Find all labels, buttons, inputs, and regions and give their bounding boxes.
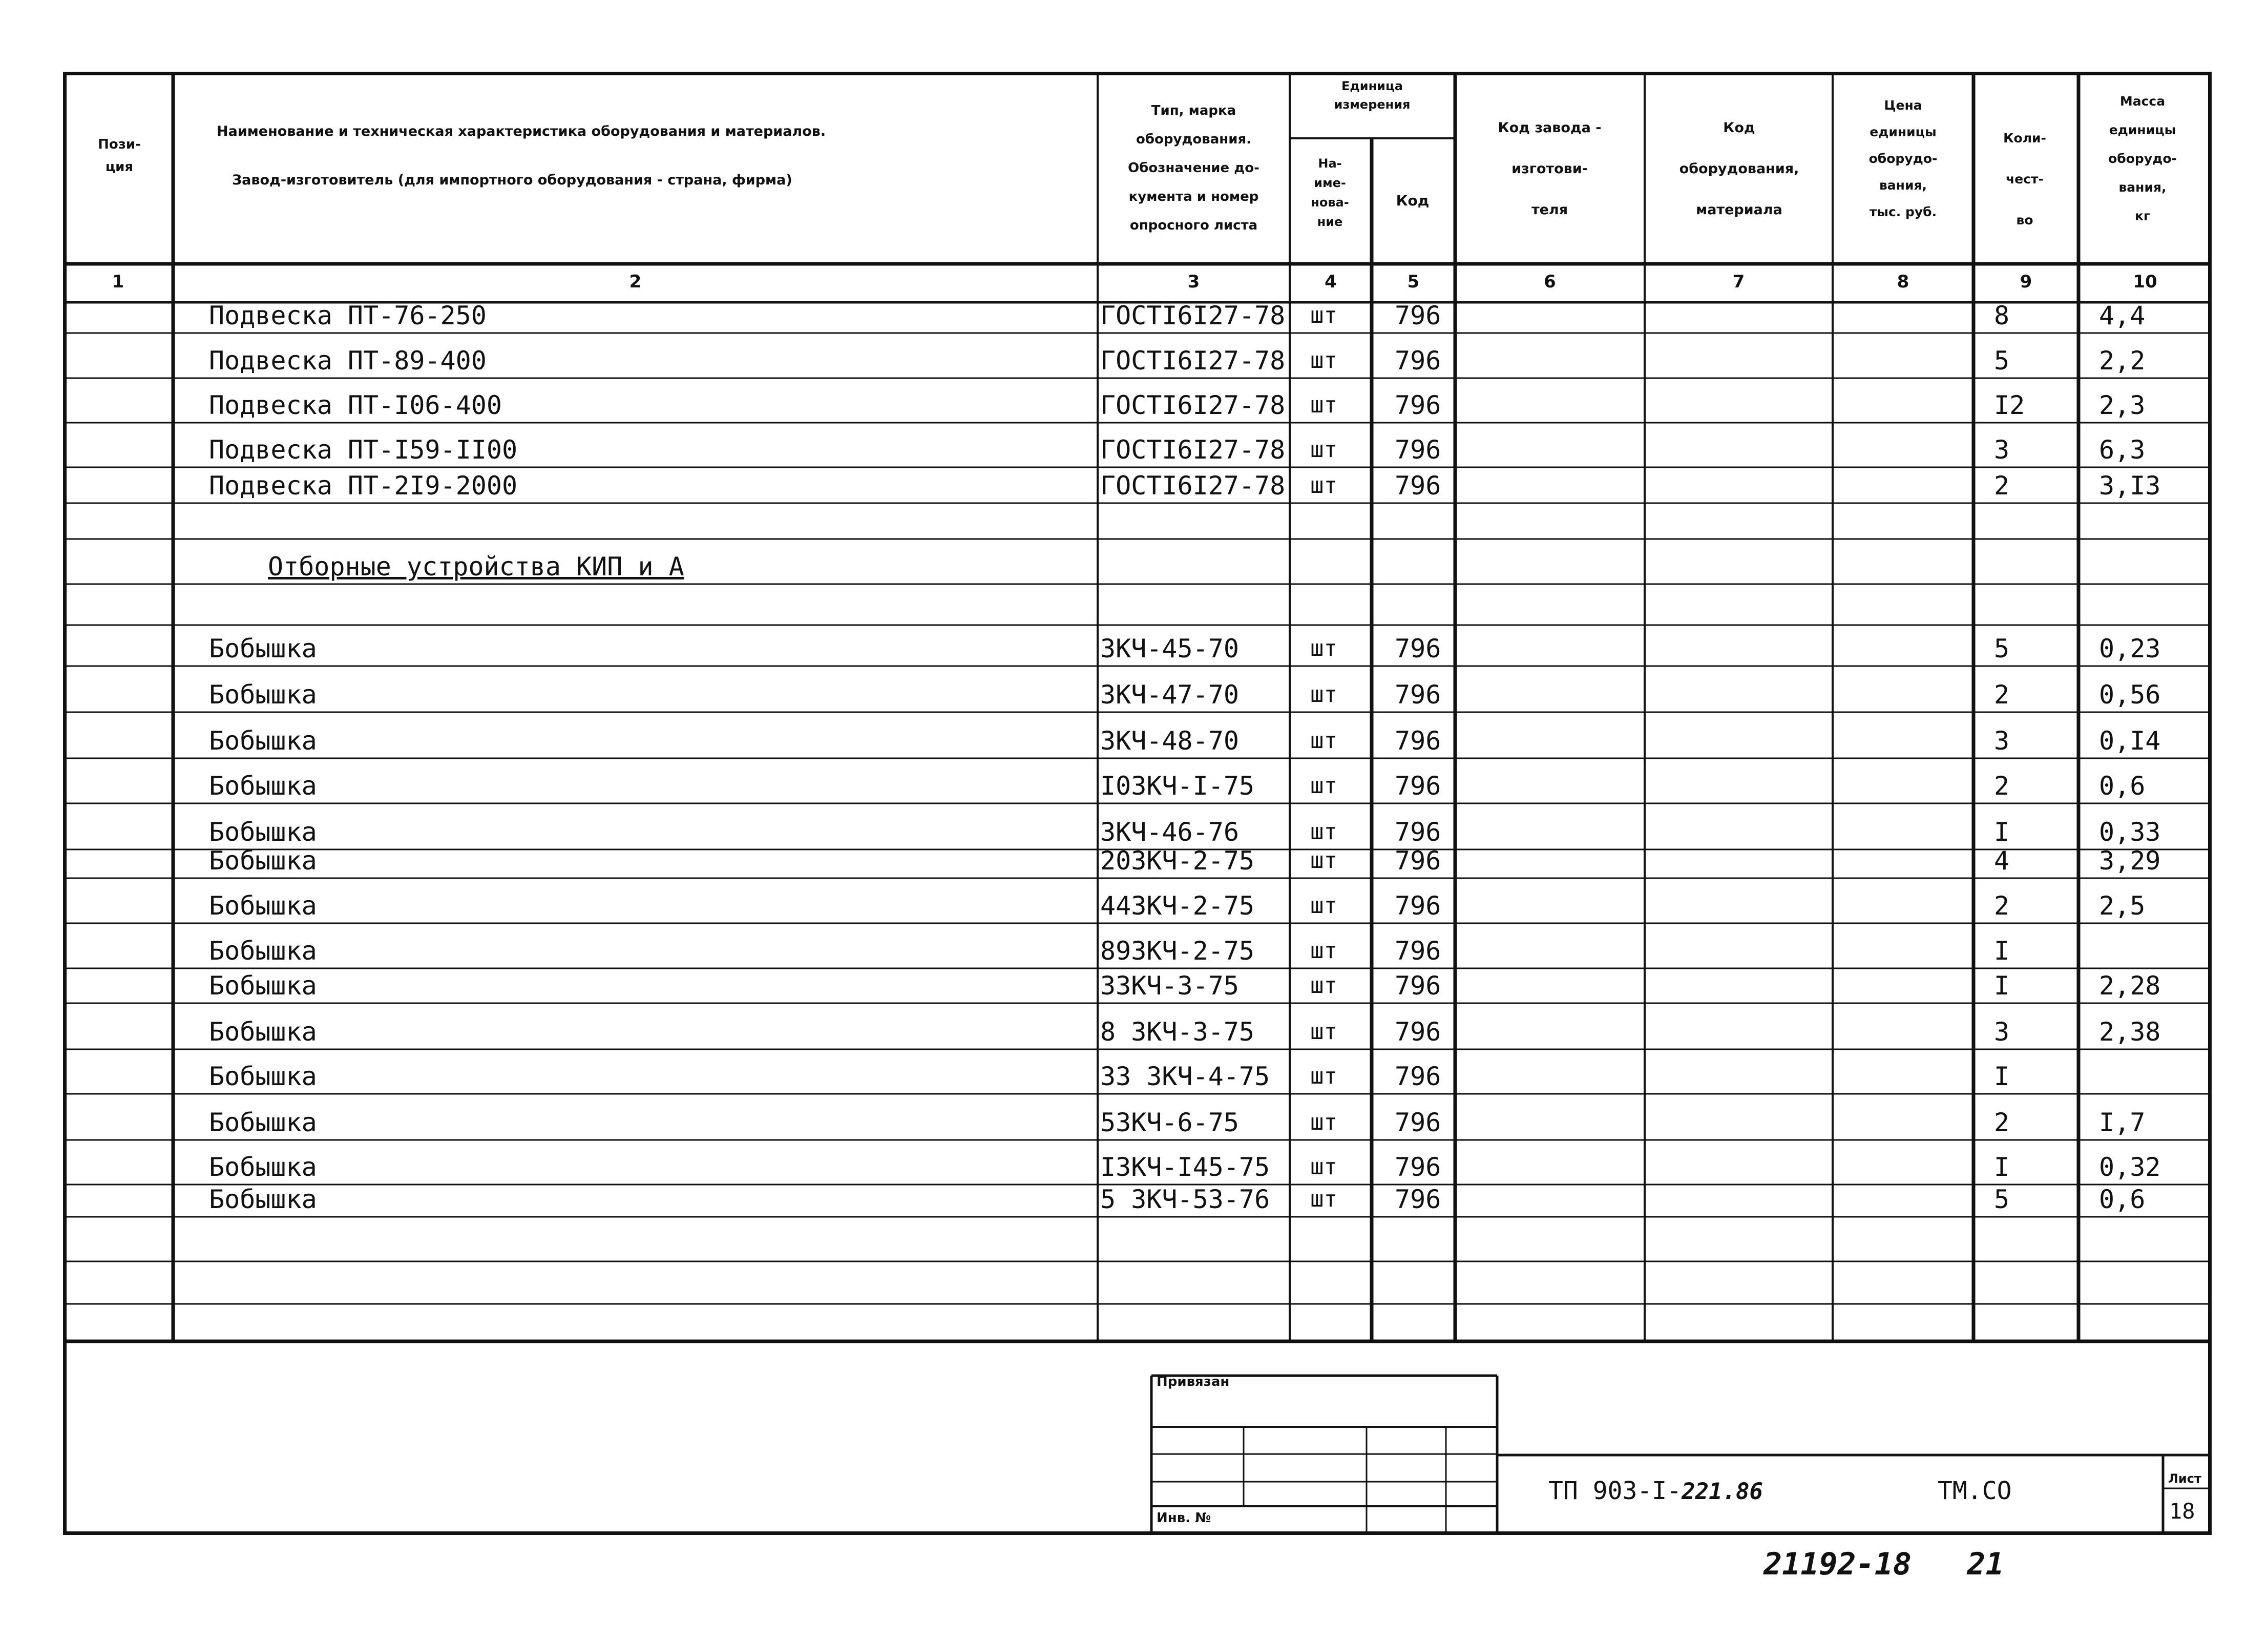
item-document: 5 3КЧ-53-76	[1100, 1185, 1270, 1214]
item-unit-code: 796	[1395, 726, 1441, 756]
drawing-sheet	[63, 72, 2212, 1582]
header-col8: Цена единицы оборудо- вания, тыс. руб.	[1868, 98, 1938, 219]
item-unit-code: 796	[1395, 846, 1441, 876]
item-unit-code: 796	[1395, 346, 1441, 376]
item-unit: шт	[1310, 681, 1337, 708]
item-unit: шт	[1310, 472, 1337, 499]
item-document: ГОСТI6I27-78	[1100, 435, 1286, 465]
item-unit: шт	[1310, 302, 1337, 328]
column-number: 6	[1544, 272, 1556, 292]
item-name: Бобышка	[209, 1017, 317, 1047]
item-unit-code: 796	[1395, 891, 1441, 921]
item-document: 33КЧ-3-75	[1100, 971, 1239, 1001]
item-mass: 2,38	[2099, 1017, 2161, 1047]
item-name: Бобышка	[209, 1185, 317, 1214]
column-number: 8	[1897, 272, 1909, 292]
column-number: 1	[112, 272, 124, 292]
item-mass: 6,3	[2099, 435, 2146, 465]
item-name: Бобышка	[209, 771, 317, 801]
item-unit: шт	[1310, 1019, 1337, 1045]
item-quantity: 5	[1994, 346, 2010, 376]
item-document: 8 3КЧ-3-75	[1100, 1017, 1255, 1047]
column-number: 7	[1732, 272, 1745, 292]
item-name: Подвеска ПТ-I06-400	[209, 390, 502, 420]
item-document: I03КЧ-I-75	[1100, 771, 1255, 801]
item-unit-code: 796	[1395, 1108, 1441, 1137]
item-name: Бобышка	[209, 634, 317, 663]
item-unit: шт	[1310, 819, 1337, 845]
item-unit: шт	[1310, 972, 1337, 999]
item-quantity: I	[1994, 936, 2010, 966]
table-grid	[63, 72, 2212, 1547]
item-mass: 0,6	[2099, 1185, 2146, 1214]
item-unit: шт	[1310, 728, 1337, 754]
item-name: Бобышка	[209, 1108, 317, 1137]
item-mass: 3,I3	[2099, 471, 2161, 501]
item-mass: 2,28	[2099, 971, 2161, 1001]
item-unit: шт	[1310, 1063, 1337, 1089]
item-name: Бобышка	[209, 971, 317, 1001]
item-quantity: 2	[1994, 891, 2010, 921]
item-mass: 2,5	[2099, 891, 2146, 921]
section-heading: Отборные устройства КИП и А	[268, 552, 684, 582]
item-mass: 0,32	[2099, 1152, 2161, 1182]
item-mass: 0,6	[2099, 771, 2146, 801]
item-unit: шт	[1310, 847, 1337, 874]
header-col10: Масса единицы оборудо- вания, кг	[2108, 94, 2177, 223]
item-name: Подвеска ПТ-2I9-2000	[209, 471, 518, 501]
item-quantity: I	[1994, 1152, 2010, 1182]
item-unit-code: 796	[1395, 971, 1441, 1001]
sheet-label: Лист	[2168, 1471, 2201, 1486]
item-name: Бобышка	[209, 680, 317, 710]
header-units: Единица измерения	[1334, 79, 1411, 112]
item-unit-code: 796	[1395, 301, 1441, 330]
header-col5: Код	[1396, 192, 1430, 209]
column-number: 5	[1407, 272, 1420, 292]
privyazan-label: Привязан	[1157, 1374, 1230, 1389]
item-quantity: 2	[1994, 680, 2010, 710]
item-unit-code: 796	[1395, 680, 1441, 710]
document-number: ТП 903-I-221.86	[1548, 1477, 1763, 1505]
document-mark: ТМ.СО	[1938, 1477, 2012, 1505]
item-unit: шт	[1310, 635, 1337, 661]
document-number-handwritten: 221.86	[1682, 1479, 1763, 1505]
item-document: ГОСТI6I27-78	[1100, 346, 1286, 376]
header-col7: Код оборудования, материала	[1679, 120, 1799, 218]
item-quantity: 4	[1994, 846, 2010, 876]
item-quantity: I	[1994, 1062, 2010, 1091]
item-quantity: I	[1994, 817, 2010, 847]
header-col6: Код завода - изготови- теля	[1498, 120, 1602, 218]
item-document: 443КЧ-2-75	[1100, 891, 1255, 921]
item-document: 3КЧ-45-70	[1100, 634, 1239, 663]
item-quantity: 2	[1994, 471, 2010, 501]
item-quantity: I	[1994, 971, 2010, 1001]
item-document: 3КЧ-47-70	[1100, 680, 1239, 710]
column-number: 4	[1325, 272, 1337, 292]
archive-number-handwritten: 21192-18 21	[1763, 1546, 2004, 1582]
item-document: 53КЧ-6-75	[1100, 1108, 1239, 1137]
item-document: 3КЧ-48-70	[1100, 726, 1239, 756]
item-unit: шт	[1310, 392, 1337, 418]
item-name: Бобышка	[209, 846, 317, 876]
item-mass: 2,3	[2099, 390, 2146, 420]
header-col9: Коли- чест- во	[2003, 131, 2046, 227]
item-name: Бобышка	[209, 1062, 317, 1091]
item-document: 3КЧ-46-76	[1100, 817, 1239, 847]
item-unit-code: 796	[1395, 817, 1441, 847]
item-unit: шт	[1310, 347, 1337, 373]
item-mass: 0,I4	[2099, 726, 2161, 756]
column-number: 10	[2133, 272, 2157, 292]
header-col3: Тип, марка оборудования. Обозначение до- кумента и номер опросного листа	[1128, 103, 1259, 233]
item-unit-code: 796	[1395, 471, 1441, 501]
header-col4: На- име- нова- ние	[1311, 156, 1349, 229]
item-name: Подвеска ПТ-I59-II00	[209, 435, 518, 465]
item-name: Бобышка	[209, 1152, 317, 1182]
item-unit-code: 796	[1395, 1185, 1441, 1214]
item-document: ГОСТI6I27-78	[1100, 301, 1286, 330]
item-quantity: 3	[1994, 726, 2010, 756]
item-name: Подвеска ПТ-89-400	[209, 346, 487, 376]
item-mass: 3,29	[2099, 846, 2161, 876]
header-col1: Пози- ция	[98, 137, 141, 175]
item-document: ГОСТI6I27-78	[1100, 390, 1286, 420]
item-name: Подвеска ПТ-76-250	[209, 301, 487, 330]
item-mass: I,7	[2099, 1108, 2146, 1137]
item-mass: 0,23	[2099, 634, 2161, 663]
item-mass: 0,33	[2099, 817, 2161, 847]
item-unit: шт	[1310, 1109, 1337, 1135]
sheet-number: 18	[2169, 1499, 2195, 1524]
item-quantity: 2	[1994, 771, 2010, 801]
item-mass: 0,56	[2099, 680, 2161, 710]
column-number: 9	[2020, 272, 2032, 292]
header-col2a: Наименование и техническая характеристика оборудования и материалов.	[217, 123, 826, 139]
item-document: 893КЧ-2-75	[1100, 936, 1255, 966]
item-quantity: 3	[1994, 1017, 2010, 1047]
item-document: 203КЧ-2-75	[1100, 846, 1255, 876]
item-quantity: 2	[1994, 1108, 2010, 1137]
item-unit-code: 796	[1395, 634, 1441, 663]
item-unit: шт	[1310, 1186, 1337, 1212]
item-unit-code: 796	[1395, 771, 1441, 801]
item-quantity: 3	[1994, 435, 2010, 465]
item-document: I3КЧ-I45-75	[1100, 1152, 1270, 1182]
item-unit: шт	[1310, 773, 1337, 799]
item-unit-code: 796	[1395, 1152, 1441, 1182]
column-number: 3	[1187, 272, 1200, 292]
item-unit-code: 796	[1395, 435, 1441, 465]
item-name: Бобышка	[209, 936, 317, 966]
item-mass: 2,2	[2099, 346, 2146, 376]
item-mass: 4,4	[2099, 301, 2146, 330]
item-unit-code: 796	[1395, 936, 1441, 966]
item-document: 33 3КЧ-4-75	[1100, 1062, 1270, 1091]
item-name: Бобышка	[209, 817, 317, 847]
column-number: 2	[629, 272, 642, 292]
item-quantity: I2	[1994, 390, 2025, 420]
item-quantity: 8	[1994, 301, 2010, 330]
inventory-number-label: Инв. №	[1157, 1510, 1211, 1526]
item-document: ГОСТI6I27-78	[1100, 471, 1286, 501]
item-unit: шт	[1310, 1154, 1337, 1180]
item-unit: шт	[1310, 938, 1337, 964]
item-unit: шт	[1310, 892, 1337, 919]
item-unit-code: 796	[1395, 1062, 1441, 1091]
item-unit-code: 796	[1395, 1017, 1441, 1047]
item-unit: шт	[1310, 437, 1337, 463]
item-quantity: 5	[1994, 634, 2010, 663]
item-name: Бобышка	[209, 726, 317, 756]
item-name: Бобышка	[209, 891, 317, 921]
item-quantity: 5	[1994, 1185, 2010, 1214]
header-col2b: Завод-изготовитель (для импортного оборудования - страна, фирма)	[232, 172, 792, 188]
item-unit-code: 796	[1395, 390, 1441, 420]
